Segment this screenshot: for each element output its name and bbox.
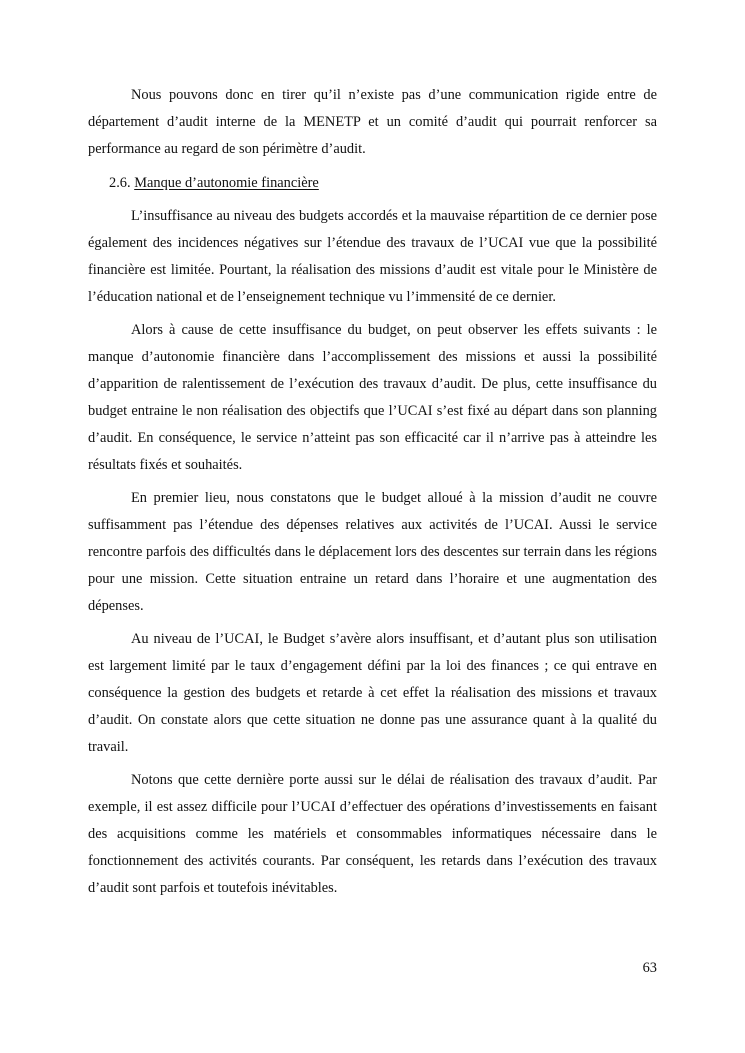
section-number: 2.6.	[109, 175, 131, 191]
intro-paragraph: Nous pouvons donc en tirer qu’il n’existe pas d’une communication rigide entre de département d’audit interne de la MENETP et un comité d’audit qui pourrait renforcer sa performance au regard de son périmètre d’audit.	[88, 87, 657, 157]
body-paragraph: Notons que cette dernière porte aussi sur le délai de réalisation des travaux d’audit. Par exemple, il est assez difficile pour l’UCAI d’effectuer des opérations d’investissements en faisant des acquisitions comme les matériels et consommables informatiques nécessaire dans le fonctionnement des activités courants. Par conséquent, les retards dans l’exécution des travaux d’audit sont parfois et toutefois inévitables.	[88, 772, 657, 896]
page-number: 63	[642, 960, 657, 976]
body-paragraph: En premier lieu, nous constatons que le budget alloué à la mission d’audit ne couvre suffisamment pas l’étendue des dépenses relatives aux activités de l’UCAI. Aussi le service rencontre parfois des difficultés dans le déplacement lors des descentes sur terrain dans les régions pour une mission. Cette situation entraine un retard dans l’horaire et une augmentation des dépenses.	[88, 490, 657, 614]
body-paragraph: L’insuffisance au niveau des budgets accordés et la mauvaise répartition de ce dernier pose également des incidences négatives sur l’étendue des travaux de l’UCAI vue que la possibilité financière est limitée. Pourtant, la réalisation des missions d’audit est vitale pour le Ministère de l’éducation national et de l’enseignement technique vu l’immensité de ce dernier.	[88, 208, 657, 305]
section-heading	[88, 170, 657, 197]
document-page	[88, 82, 657, 908]
body-paragraph: Alors à cause de cette insuffisance du budget, on peut observer les effets suivants : le manque d’autonomie financière dans l’accomplissement des missions et aussi la possibilité d’apparition de ralentissement de l’exécution des travaux d’audit. De plus, cette insuffisance du budget entraine le non réalisation des objectifs que l’UCAI s’est fixé au départ dans son planning d’audit. En conséquence, le service n’atteint pas son efficacité car il n’arrive pas à atteindre les résultats fixés et souhaités.	[88, 322, 657, 473]
body-paragraph: Au niveau de l’UCAI, le Budget s’avère alors insuffisant, et d’autant plus son utilisation est largement limité par le taux d’engagement défini par la loi des finances ; ce qui entrave en conséquence la gestion des budgets et retarde à cet effet la réalisation des missions et travaux d’audit. On constate alors que cette situation ne donne pas une assurance quant à la qualité du travail.	[88, 631, 657, 755]
section-title: Manque d’autonomie financière	[134, 175, 319, 191]
